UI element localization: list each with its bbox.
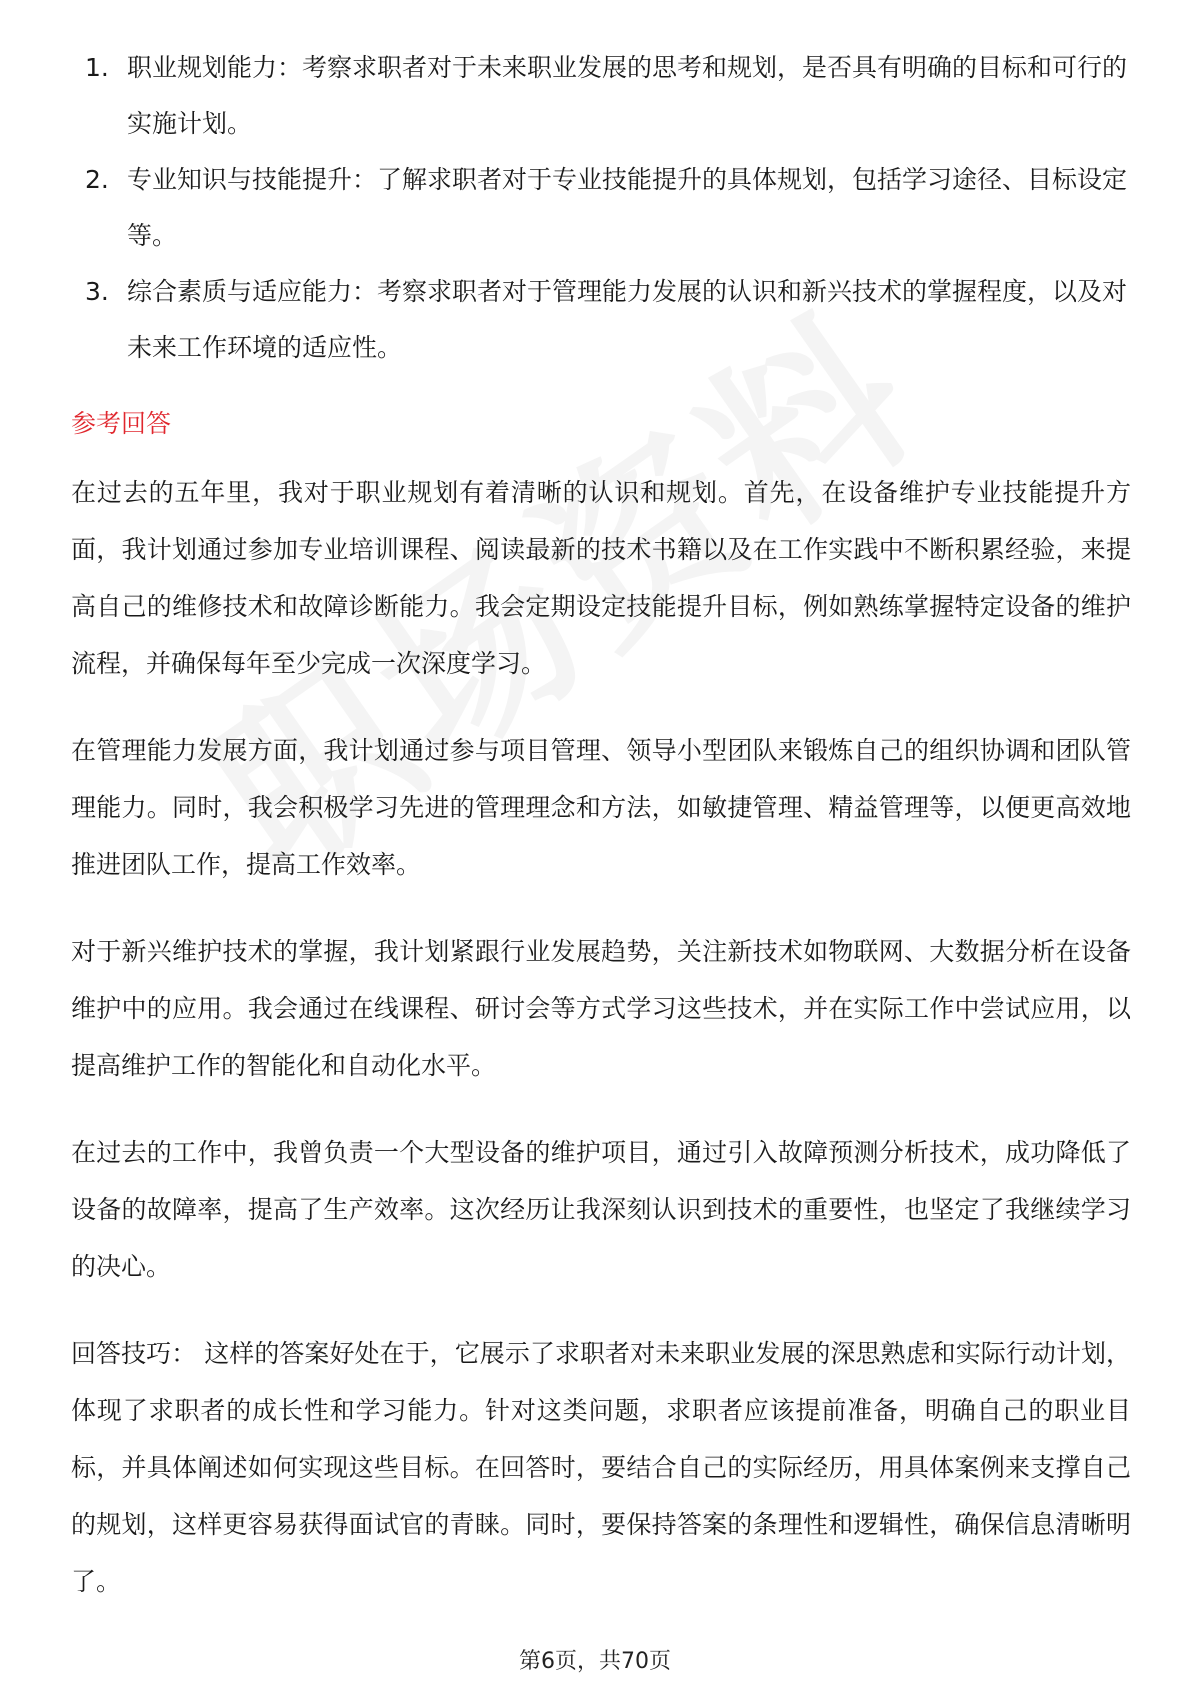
list-text: 职业规划能力：考察求职者对于未来职业发展的思考和规划，是否具有明确的目标和可行的实施计划。	[127, 53, 1128, 138]
paragraph: 在过去的五年里，我对于职业规划有着清晰的认识和规划。首先，在设备维护专业技能提升方面，我计划通过参加专业培训课程、阅读最新的技术书籍以及在工作实践中不断积累经验，来提高自己的维修技术和故障诊断能力。我会定期设定技能提升目标，例如熟练掌握特定设备的维护流程，并确保每年至少完成一次深度学习。	[71, 478, 1131, 678]
list-item	[71, 152, 1131, 264]
answer-tips-paragraph: 回答技巧： 这样的答案好处在于，它展示了求职者对未来职业发展的深思熟虑和实际行动计划，体现了求职者的成长性和学习能力。针对这类问题，求职者应该提前准备，明确自己的职业目标，并具体阐述如何实现这些目标。在回答时，要结合自己的实际经历，用具体案例来支撑自己的规划，这样更容易获得面试官的青睐。同时，要保持答案的条理性和逻辑性，确保信息清晰明了。	[71, 1339, 1131, 1596]
list-text: 综合素质与适应能力：考察求职者对于管理能力发展的认识和新兴技术的掌握程度，以及对未来工作环境的适应性。	[127, 277, 1128, 362]
paragraph: 对于新兴维护技术的掌握，我计划紧跟行业发展趋势，关注新技术如物联网、大数据分析在设备维护中的应用。我会通过在线课程、研讨会等方式学习这些技术，并在实际工作中尝试应用，以提高维护工作的智能化和自动化水平。	[71, 937, 1131, 1080]
paragraph: 在管理能力发展方面，我计划通过参与项目管理、领导小型团队来锻炼自己的组织协调和团队管理能力。同时，我会积极学习先进的管理理念和方法，如敏捷管理、精益管理等，以便更高效地推进团队工作，提高工作效率。	[71, 736, 1131, 879]
section-heading: 参考回答	[71, 409, 172, 438]
list-number: 2.	[85, 165, 109, 194]
list-number: 1.	[85, 53, 109, 82]
page-number: 第6页，共70页	[519, 1649, 671, 1674]
criteria-list	[71, 40, 1131, 376]
list-item	[71, 264, 1131, 376]
list-number: 3.	[85, 277, 109, 306]
list-item	[71, 40, 1131, 152]
document-body	[71, 40, 1131, 1610]
list-text: 专业知识与技能提升：了解求职者对于专业技能提升的具体规划，包括学习途径、目标设定等。	[127, 165, 1128, 250]
paragraph: 在过去的工作中，我曾负责一个大型设备的维护项目，通过引入故障预测分析技术，成功降低了设备的故障率，提高了生产效率。这次经历让我深刻认识到技术的重要性，也坚定了我继续学习的决心。	[71, 1138, 1131, 1281]
